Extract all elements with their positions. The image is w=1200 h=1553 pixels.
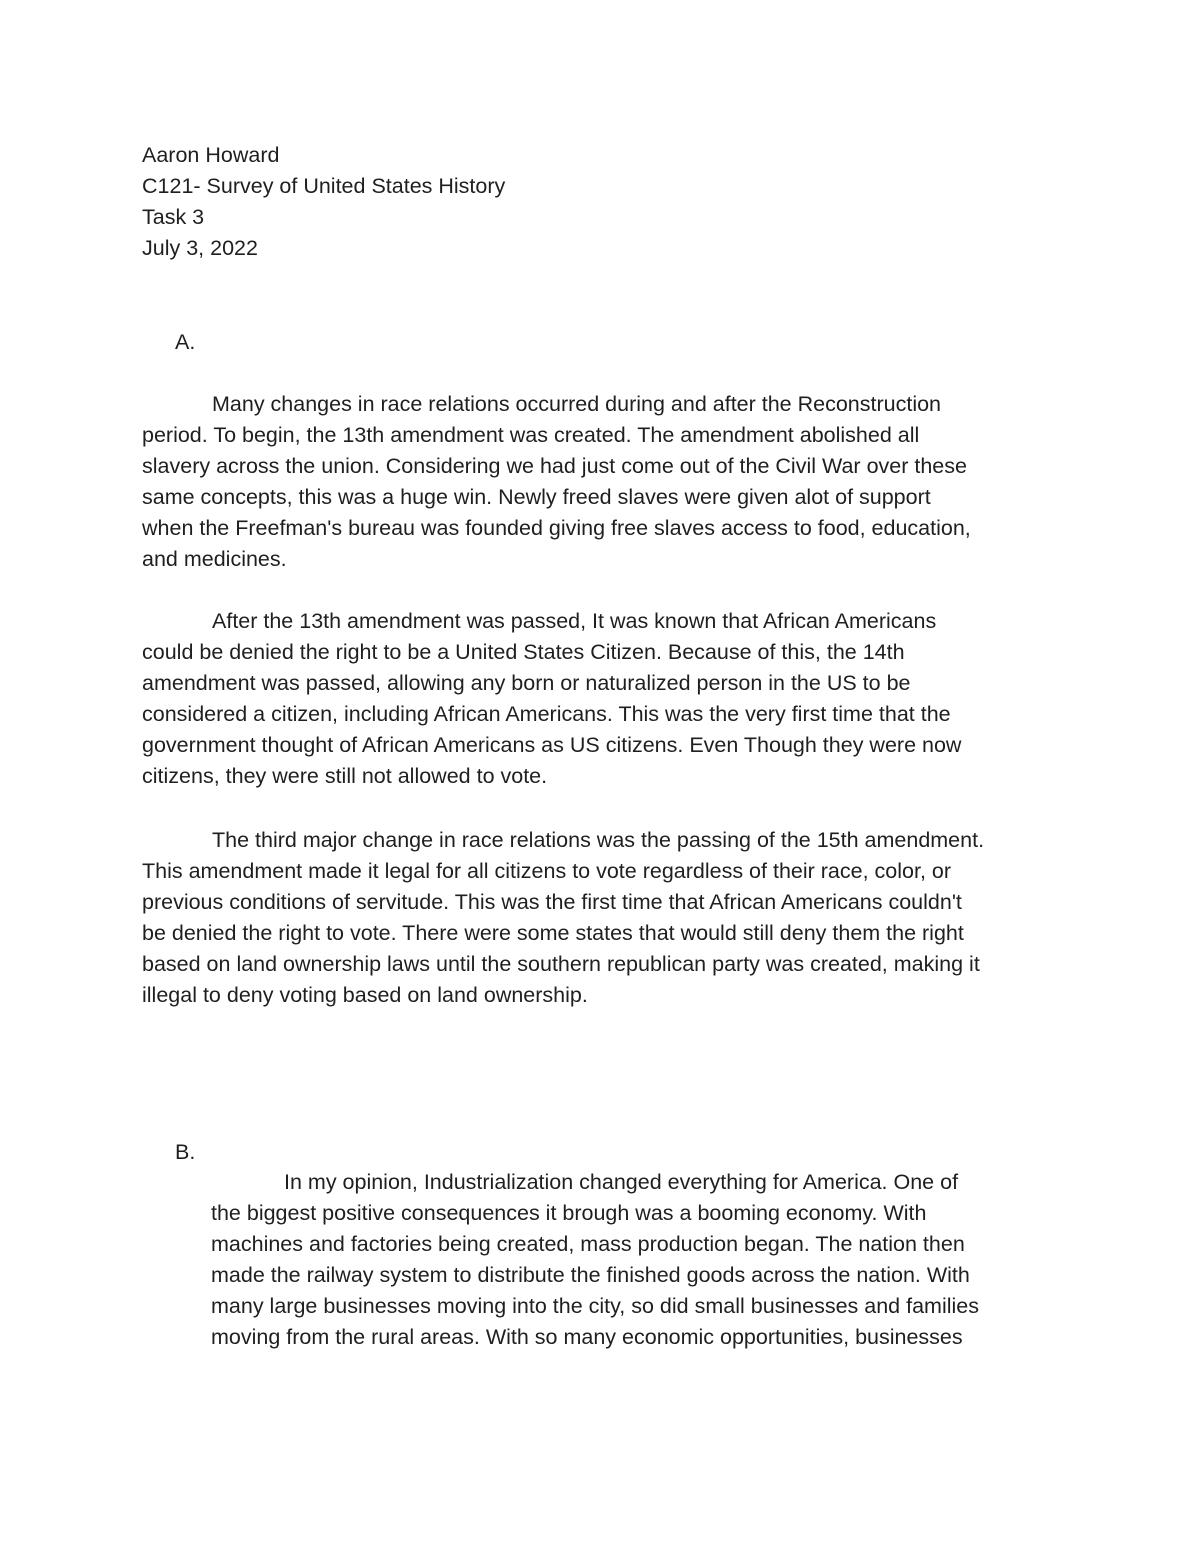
paragraph-line: period. To begin, the 13th amendment was created. The amendment abolished all — [142, 423, 920, 447]
paragraph-line: when the Freefman's bureau was founded giving free slaves access to food, education, — [142, 516, 971, 540]
paragraph-line: In my opinion, Industrialization changed everything for America. One of — [284, 1170, 959, 1194]
paragraph-line: machines and factories being created, mass production began. The nation then — [211, 1232, 965, 1256]
paragraph-line: Many changes in race relations occurred during and after the Reconstruction — [212, 392, 942, 416]
paragraph-line: same concepts, this was a huge win. Newly freed slaves were given alot of support — [142, 485, 931, 509]
task-number: Task 3 — [142, 205, 205, 229]
paragraph-line: citizens, they were still not allowed to vote. — [142, 764, 548, 788]
paragraph-line: After the 13th amendment was passed, It was known that African Americans — [212, 609, 937, 633]
section-b-label: B. — [175, 1140, 196, 1164]
paragraph-line: This amendment made it legal for all citizens to vote regardless of their race, color, or — [142, 859, 952, 883]
section-a-paragraph-3 — [142, 825, 984, 1011]
paragraph-line: moving from the rural areas. With so many economic opportunities, businesses — [211, 1325, 963, 1349]
section-b-paragraph-1 — [211, 1167, 979, 1353]
paragraph-line: the biggest positive consequences it brough was a booming economy. With — [211, 1201, 927, 1225]
course-title: C121- Survey of United States History — [142, 174, 506, 198]
paragraph-line: previous conditions of servitude. This was the first time that African Americans couldn't — [142, 890, 962, 914]
author-name: Aaron Howard — [142, 143, 280, 167]
section-a-paragraph-2 — [142, 606, 961, 792]
paragraph-line: slavery across the union. Considering we had just come out of the Civil War over these — [142, 454, 967, 478]
paragraph-line: based on land ownership laws until the southern republican party was created, making it — [142, 952, 980, 976]
paragraph-line: illegal to deny voting based on land ownership. — [142, 983, 588, 1007]
paragraph-line: amendment was passed, allowing any born or naturalized person in the US to be — [142, 671, 911, 695]
paragraph-line: many large businesses moving into the city, so did small businesses and families — [211, 1294, 979, 1318]
paragraph-line: The third major change in race relations was the passing of the 15th amendment. — [212, 828, 985, 852]
paragraph-line: considered a citizen, including African Americans. This was the very first time that the — [142, 702, 951, 726]
paragraph-line: could be denied the right to be a United States Citizen. Because of this, the 14th — [142, 640, 905, 664]
paragraph-line: be denied the right to vote. There were some states that would still deny them the right — [142, 921, 964, 945]
document-date: July 3, 2022 — [142, 236, 258, 260]
section-a-label: A. — [175, 330, 196, 354]
section-a-paragraph-1 — [142, 389, 971, 575]
paragraph-line: and medicines. — [142, 547, 287, 571]
paragraph-line: government thought of African Americans as US citizens. Even Though they were now — [142, 733, 962, 757]
paragraph-line: made the railway system to distribute the finished goods across the nation. With — [211, 1263, 970, 1287]
